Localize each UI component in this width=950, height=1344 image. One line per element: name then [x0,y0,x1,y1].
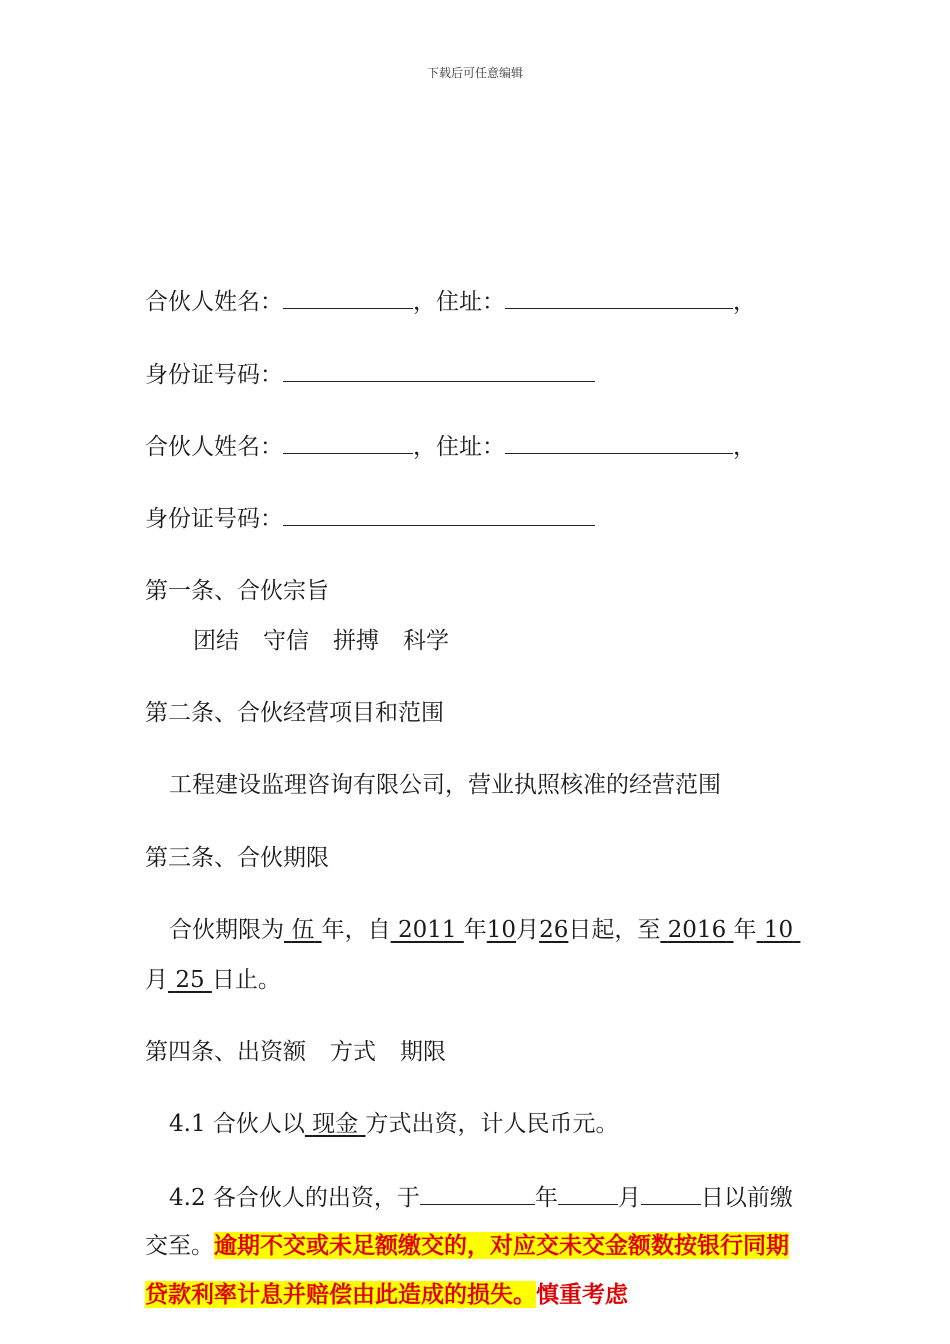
article4-title [145,1037,446,1067]
article3-body-line2 [145,965,281,995]
title-part: 方式 [330,1039,376,1065]
term-text: 年 [463,917,487,943]
partner-name-blank[interactable] [283,286,413,309]
principle-word: 守信 [263,628,309,654]
article1-body [193,626,449,656]
term-text: 日止。 [211,967,281,993]
page-header: 下载后可任意编辑 [426,66,523,80]
id-number-blank[interactable] [283,359,595,382]
clause-4-1 [169,1109,619,1139]
start-day: 26 [539,917,569,943]
article1-title: 第一条、合伙宗旨 [145,578,329,604]
clause-text: 日以前缴 [700,1185,793,1211]
article3-title: 第三条、合伙期限 [145,845,329,871]
address-label: ，住址： [413,434,505,460]
partner2-name-line [145,431,756,462]
clause-text: 年 [534,1185,558,1211]
partner-name-label: 合伙人姓名： [145,434,283,460]
clause-text: 月 [617,1185,641,1211]
end-month: 10 [763,917,794,943]
year-blank[interactable] [420,1182,535,1205]
comma: ， [733,289,756,315]
id-number-label: 身份证号码： [145,506,283,532]
address-label: ，住址： [413,289,505,315]
clause-text: 交至。 [145,1233,214,1259]
id-number-label: 身份证号码： [145,362,283,388]
highlighted-warning: 贷款利率计息并赔偿由此造成的损失。 [145,1281,536,1308]
start-month: 10 [486,917,517,943]
article2-body: 工程建设监理咨询有限公司，营业执照核准的经营范围 [169,772,721,798]
address-blank[interactable] [505,286,733,309]
title-part: 第四条、出资额 [145,1039,306,1065]
start-year: 2011 [397,917,457,943]
partner2-id-line [145,503,595,534]
contribution-method: 现金 [312,1111,359,1137]
clause-text: 4.2 各合伙人的出资，于 [169,1185,420,1211]
article2-title: 第二条、合伙经营项目和范围 [145,700,444,726]
article3-body-line1 [169,915,800,945]
title-part: 期限 [400,1039,446,1065]
red-note: 慎重考虑 [536,1281,628,1308]
partner1-id-line [145,359,595,390]
principle-word: 团结 [193,628,239,654]
clause-4-2-line3 [145,1280,628,1310]
clause-4-2-line2 [145,1231,789,1261]
highlighted-warning: 逾期不交或未足额缴交的，对应交未交金额数按银行同期 [214,1232,789,1259]
principle-word: 拼搏 [333,628,379,654]
end-year: 2016 [667,917,727,943]
comma: ， [733,434,756,460]
partner1-name-line [145,286,756,317]
term-text: 日起，至 [568,917,661,943]
end-day: 25 [175,967,205,993]
day-blank[interactable] [641,1182,701,1205]
principle-word: 科学 [403,628,449,654]
clause-text: 4.1 合伙人以 [169,1111,305,1137]
month-blank[interactable] [558,1182,618,1205]
clause-text: 方式出资，计人民币元。 [365,1111,619,1137]
clause-4-2-line1 [169,1182,793,1213]
partner-name-blank[interactable] [283,431,413,454]
term-text: 月 [145,967,168,993]
term-text: 年 [733,917,757,943]
term-text: 月 [516,917,540,943]
partner-name-label: 合伙人姓名： [145,289,283,315]
id-number-blank[interactable] [283,503,595,526]
term-text: 年，自 [321,917,391,943]
address-blank[interactable] [505,431,733,454]
term-years: 伍 [291,917,315,943]
term-text: 合伙期限为 [169,917,284,943]
